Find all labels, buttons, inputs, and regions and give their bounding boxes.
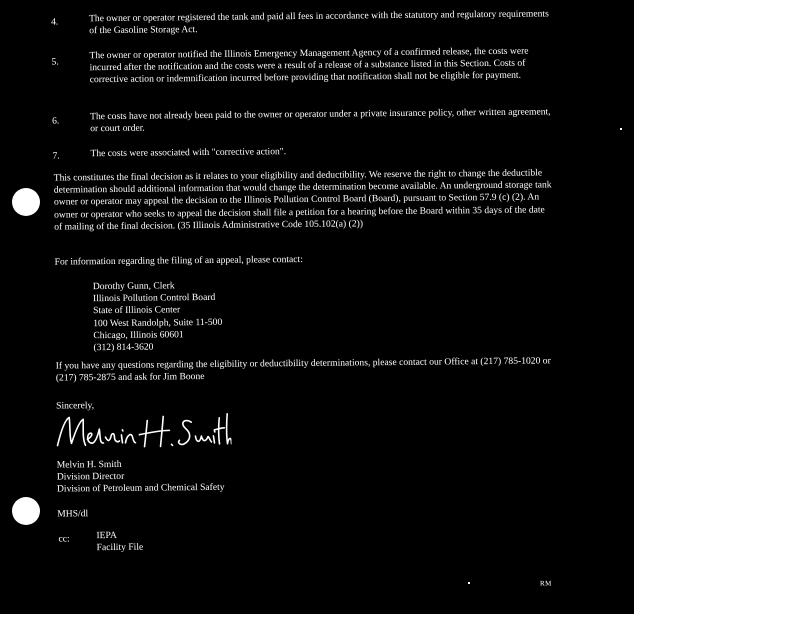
item-number: 4. <box>51 16 59 28</box>
cc-list <box>96 530 143 555</box>
cc-label: cc: <box>58 533 70 545</box>
handwritten-signature <box>51 406 232 460</box>
scan-speck <box>468 582 470 584</box>
scan-speck <box>620 128 622 130</box>
address-line: State of Illinois Center <box>93 304 181 317</box>
item-text: The owner or operator registered the tank and paid all fees in accordance with the statutory and regulatory requirements of the Gasoline Storage Act. <box>88 8 549 37</box>
cc-item: IEPA <box>96 529 117 542</box>
address-line: Dorothy Gunn, Clerk <box>92 280 175 293</box>
appeal-intro: For information regarding the filing of an appeal, please contact: <box>54 253 303 268</box>
signature-drawing <box>51 406 231 456</box>
address-line: (312) 814-3620 <box>93 341 154 354</box>
item-text: The costs were associated with "corrective action". <box>90 146 287 160</box>
punch-hole <box>12 497 40 525</box>
punch-hole <box>12 188 40 216</box>
item-number: 6. <box>52 115 60 127</box>
signer-name: Melvin H. Smith <box>56 458 122 471</box>
initials: MHS/dl <box>57 508 89 520</box>
signer-title: Division Director <box>56 471 125 483</box>
address-line: Chicago, Illinois 60601 <box>93 329 184 341</box>
signer-division: Division of Petroleum and Chemical Safety <box>56 482 225 495</box>
clerk-address <box>93 278 354 354</box>
address-line: Illinois Pollution Control Board <box>92 292 216 305</box>
item-number: 7. <box>52 150 60 162</box>
address-line: 100 West Randolph, Suite 11-500 <box>93 316 223 329</box>
item-number: 5. <box>51 56 59 68</box>
item-text: The costs have not already been paid to the owner or operator under a private insurance policy, other written agreement, or court order. <box>90 106 551 135</box>
cc-item: Facility File <box>96 541 144 554</box>
item-text: The owner or operator notified the Illinois Emergency Management Agency of a confirmed release, the costs were incurred after the notification and the costs were a result of a release of a substance listed in this Section. Costs of corrective action or indemnification incurred before providing that notification shall not be eligible for payment. <box>89 45 529 86</box>
decision-paragraph: This constitutes the final decision as it relates to your eligibility and deductibility. We reserve the right to change the deductible determination should additional information that would change the determination become available. An underground storage tank owner or operator may appeal the decision to the Illinois Pollution Control Board (Board), pursuant to Section 57.9 (c) (2). An owner or operator who seeks to appeal the decision shall file a petition for a hearing before the Board within 35 days of the date of mailing of the final decision. (35 Illinois Administrative Code 105.102(a) (2)) <box>53 167 552 233</box>
signer-block <box>57 454 557 496</box>
contact-paragraph: If you have any questions regarding the eligibility or deductibility determinations, please contact our Office at (217) 785-1020 or (217) 785-2875 and ask for Jim Boone <box>55 355 551 384</box>
closing: Sincerely, <box>56 400 95 412</box>
page-mark: RM <box>539 579 552 588</box>
